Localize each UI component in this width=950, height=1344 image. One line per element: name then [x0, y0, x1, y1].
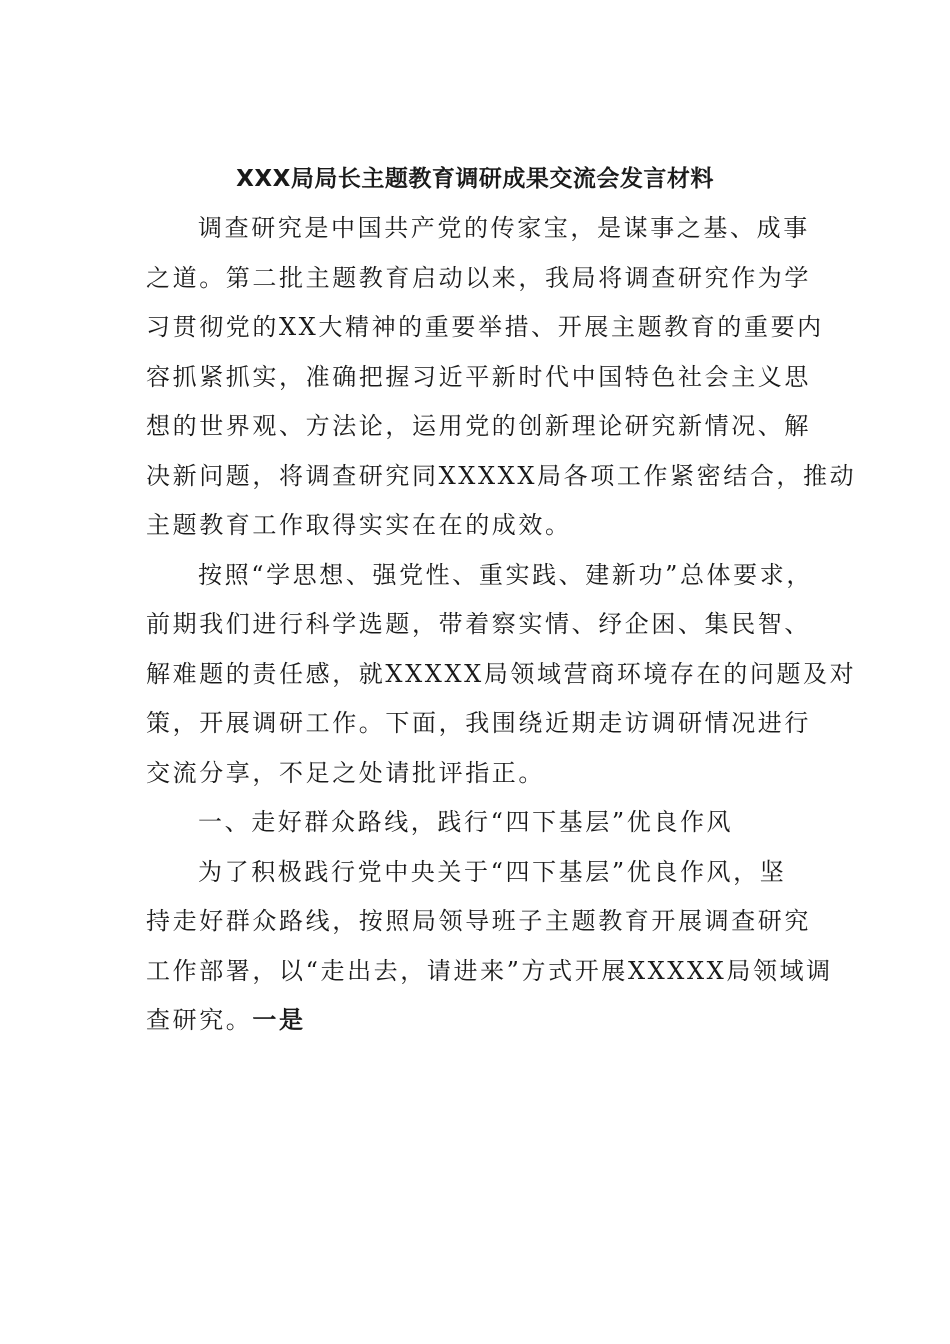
paragraph-2-line-2: 前期我们进行科学选题，带着察实情、纾企困、集民智、 — [146, 610, 811, 638]
paragraph-1-line-4: 容抓紧抓实，准确把握习近平新时代中国特色社会主义思 — [146, 362, 811, 391]
paragraph-3-line-3: 工作部署，以“走出去，请进来”方式开展XXXXX局领域调 — [146, 956, 833, 985]
document-body — [146, 204, 857, 1046]
bold-lead-in: 一是 — [252, 1006, 306, 1034]
paragraph-1-line-6: 决新问题，将调查研究同XXXXX局各项工作紧密结合，推动 — [146, 461, 857, 490]
paragraph-1-line-5: 想的世界观、方法论，运用党的创新理论研究新情况、解 — [146, 412, 811, 440]
paragraph-2-line-3: 解难题的责任感，就XXXXX局领域营商环境存在的问题及对 — [146, 659, 857, 688]
paragraph-2-line-1: 按照“学思想、强党性、重实践、建新功”总体要求， — [198, 560, 813, 589]
paragraph-2-line-5: 交流分享，不足之处请批评指正。 — [146, 758, 545, 787]
paragraph-1-line-7: 主题教育工作取得实实在在的成效。 — [146, 511, 572, 539]
paragraph-1-line-2: 之道。第二批主题教育启动以来，我局将调查研究作为学 — [146, 263, 811, 292]
paragraph-3-line-1: 为了积极践行党中央关于“四下基层”优良作风，坚 — [198, 857, 787, 886]
paragraph-1-line-1: 调查研究是中国共产党的传家宝，是谋事之基、成事 — [198, 214, 810, 242]
paragraph-1-line-3: 习贯彻党的XX大精神的重要举措、开展主题教育的重要内 — [146, 313, 824, 341]
document-title: XXX局局长主题教育调研成果交流会发言材料 — [236, 166, 714, 192]
paragraph-3-line-4-text: 查研究。 — [146, 1006, 253, 1034]
paragraph-2-line-4: 策，开展调研工作。下面，我围绕近期走访调研情况进行 — [146, 709, 811, 737]
paragraph-3-line-2: 持走好群众路线，按照局领导班子主题教育开展调查研究 — [146, 907, 811, 935]
section-heading-1: 一、走好群众路线，践行“四下基层”优良作风 — [198, 808, 734, 836]
paragraph-3-line-4 — [146, 996, 810, 1046]
